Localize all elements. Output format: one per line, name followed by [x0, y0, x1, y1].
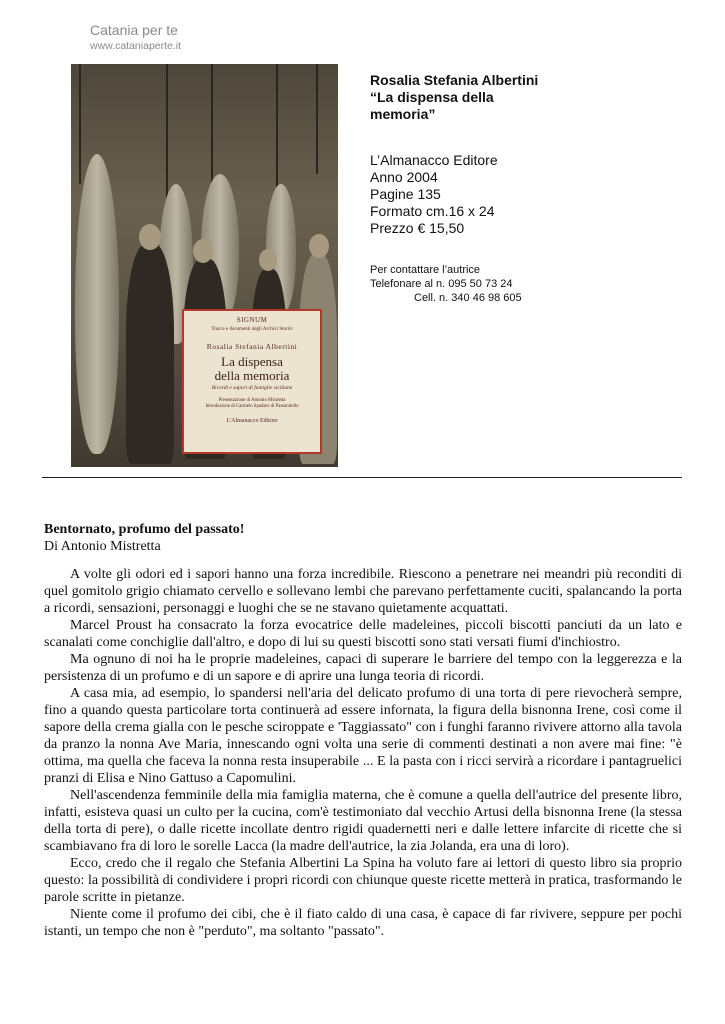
cover-presentation: Presentazione di Antonio Mistretta: [218, 398, 286, 403]
site-url: www.cataniaperte.it: [90, 40, 182, 52]
rope: [316, 64, 318, 174]
cover-author: Rosalia Stefania Albertini: [206, 342, 298, 351]
cover-credits: [184, 398, 320, 410]
fisherman-face: [259, 249, 277, 271]
info-author: Rosalia Stefania Albertini: [370, 72, 539, 88]
article-byline: Di Antonio Mistretta: [44, 539, 161, 554]
info-publisher: L’Almanacco Editore: [370, 152, 498, 168]
fisherman-face: [193, 239, 213, 263]
article: [44, 521, 682, 940]
contact-cell: Cell. n. 340 46 98 605: [414, 292, 522, 304]
cover-publisher: L'Almanacco Editore: [226, 418, 278, 424]
cover-title-line1: La dispensa: [221, 354, 283, 369]
info-contact: [370, 263, 540, 305]
cover-title-line2: della memoria: [214, 368, 290, 383]
article-paragraph: Ma ognuno di noi ha le proprie madeleines, capaci di superare le barriere del tempo con la leggerezza e la persistenza di un profumo e di un sapore e di aprire una lunga teoria di ricordi.: [44, 652, 682, 684]
info-pages: Pagine 135: [370, 186, 441, 202]
cover-series-subtitle: Tracce e documenti degli Archivi Storici: [211, 327, 293, 332]
info-title: “La dispensa della memoria”: [370, 89, 494, 122]
article-paragraph: A casa mia, ad esempio, lo spandersi nell'aria del delicato profumo di una torta di pere rievocherà sempre, fino a quando questa particolare torta continuerà ad essere infornata, la figura della bisnonna Irene, così come il sapore della crema gialla con le pesche sciroppate e 'Taggiassato" con i funghi faranno rivivere attorno alla tavola da pranzo la nonna Ave Maria, innescando ogni volta una serie di commenti destinati a non avere mai fine: "è ottima, ma quella che faceva la nonna resta insuperabile ... E la pasta con i ricci servirà a ricordare i pantagruelici pranzi di Elisa e Nino Gattuso a Capomulini.: [44, 686, 682, 786]
tuna-fish: [75, 154, 119, 454]
article-paragraph: Niente come il profumo dei cibi, che è il fiato caldo di una casa, è capace di far rivivere, seppure per pochi istanti, un tempo che non è "perduto", ma soltanto "passato".: [44, 907, 682, 939]
book-info: [370, 72, 540, 305]
article-title: Bentornato, profumo del passato!: [44, 522, 245, 537]
info-details: [370, 152, 540, 237]
book-cover-label: [182, 309, 322, 454]
article-paragraph: Marcel Proust ha consacrato la forza evocatrice delle madeleines, piccoli biscotti panciuti da un lato e scanalati come conchiglie dall'altro, e dopo di lui su questi biscotti sono stati versati fiumi d'inchiostro.: [44, 618, 682, 650]
article-paragraph: A volte gli odori ed i sapori hanno una forza incredibile. Riescono a penetrare nei meandri più reconditi di quel gomitolo grigio chiamato cervello e sollevano lembi che parevano perfettamente cuciti, spalancando la porta a ricordi, sensazioni, personaggi e luoghi che se ne stavano quietamente acquattati.: [44, 567, 682, 616]
article-paragraph: Nell'ascendenza femminile della mia famiglia materna, che è comune a quella dell'autrice del presente libro, infatti, esisteva quasi un culto per la cucina, com'è testimoniato dal vecchio Artusi della bisnonna Irene (la stessa della torta di pere), o dalle ricette incollate dentro rigidi quadernetti neri e dalle lettere infarcite di ricette che si scambiavano fra di loro le sorelle Lacca (la madre dell'autrice, la zia Jolanda, era una di loro).: [44, 788, 682, 854]
fisherman-face: [139, 224, 161, 250]
cover-title: [184, 355, 320, 383]
info-year: Anno 2004: [370, 169, 438, 185]
cover-series: SIGNUM: [236, 316, 268, 324]
info-format: Formato cm.16 x 24: [370, 203, 495, 219]
cover-introduction: Introduzione di Carmelo Spadaro di Passanitello: [205, 404, 299, 409]
fisherman: [126, 244, 174, 464]
rope: [276, 64, 278, 204]
cover-subtitle: Ricordi e sapori di famiglie siciliane: [211, 385, 293, 391]
contact-label: Per contattare l’autrice: [370, 264, 481, 276]
article-paragraph: Ecco, credo che il regalo che Stefania Albertini La Spina ha voluto fare ai lettori di questo libro sia proprio questo: la possibilità di condividere i propri ricordi con chiunque queste ricette metterà in pratica, trasformando le parole scritte in pietanze.: [44, 856, 682, 905]
site-name: Catania per te: [90, 22, 178, 38]
contact-phone: Telefonare al n. 095 50 73 24: [370, 278, 513, 290]
rope: [79, 64, 81, 184]
fisherman-face: [309, 234, 329, 258]
rope: [211, 64, 213, 194]
divider: [42, 477, 682, 478]
site-header: [90, 22, 181, 53]
info-price: Prezzo € 15,50: [370, 220, 465, 236]
